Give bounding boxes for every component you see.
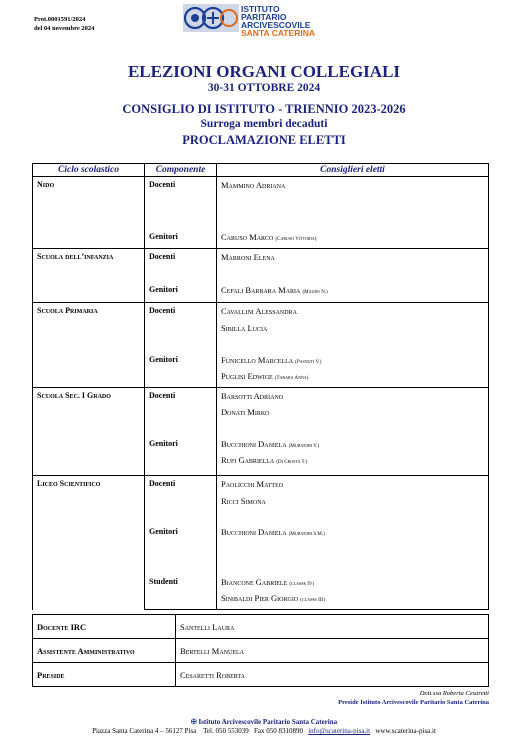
elected-cell [217, 388, 489, 437]
role-label: Docente IRC [33, 615, 176, 639]
member-name: Sinibaldi Pier Giorgio [221, 592, 299, 603]
member-entry [221, 285, 328, 295]
component-cell [145, 230, 217, 249]
footer-institute [0, 718, 528, 727]
member-note: (Tarara Anna) [274, 375, 309, 381]
component-cell [145, 388, 217, 437]
component-cell [145, 575, 217, 610]
member-note: (Di Crosta T.) [276, 459, 308, 465]
member-name: Marroni Elena [221, 252, 275, 262]
member-name: Barsotti Adriano [221, 391, 284, 401]
cycle-label: Scuola Sec. I Grado [37, 391, 111, 400]
member-entry [221, 371, 308, 381]
member-note: (Caruso Vittoria) [275, 236, 317, 242]
council-title: CONSIGLIO DI ISTITUTO - TRIENNIO 2023-2026 [122, 102, 406, 116]
cycle-label: Scuola dell’infanzia [37, 252, 114, 261]
elected-cell [217, 575, 489, 610]
member-entry [221, 527, 325, 537]
table-row [33, 303, 489, 353]
elected-cell [217, 476, 489, 525]
member-entry [221, 455, 307, 465]
member-entry [221, 355, 321, 365]
table-header-row [33, 164, 489, 177]
member-note: (Muratori S.M.) [288, 531, 325, 537]
footer-address: Piazza Santa Caterina 4 – 56127 Pisa [92, 727, 197, 735]
header-elected: Consiglieri eletti [217, 164, 489, 177]
table-row [33, 476, 489, 525]
elected-cell [217, 230, 489, 249]
role-name: Santelli Laura [176, 615, 489, 639]
member-name: Funicello Marcella [221, 354, 294, 365]
component-label: Studenti [149, 576, 178, 586]
component-cell [145, 525, 217, 575]
member-name: Caruso Marco [221, 231, 274, 242]
cycle-cell [33, 249, 145, 303]
role-label: Preside [33, 663, 176, 687]
institute-logo [183, 4, 343, 38]
table-row [33, 177, 489, 230]
table-row [33, 615, 489, 639]
document-title: ELEZIONI ORGANI COLLEGIALI [127, 62, 401, 81]
elected-cell [217, 525, 489, 575]
table-row [33, 388, 489, 437]
cycle-label: Scuola Primaria [37, 306, 98, 315]
component-label: Genitori [149, 354, 178, 364]
footer-fax: Fax 050 8310890 [253, 727, 303, 735]
component-label: Genitori [149, 526, 178, 536]
component-label: Docenti [149, 479, 176, 488]
elected-cell [217, 437, 489, 476]
elected-table [32, 163, 489, 610]
component-cell [145, 177, 217, 230]
cycle-cell [33, 303, 145, 388]
protocol-header [34, 15, 94, 33]
member-name: Mammino Adriana [221, 180, 286, 190]
logo-line4: SANTA CATERINA [241, 28, 315, 38]
header-cycle: Ciclo scolastico [33, 164, 145, 177]
member-name: Bucchioni Daniela [221, 526, 287, 537]
component-cell [145, 283, 217, 303]
elected-cell [217, 249, 489, 283]
logo-line3: ARCIVESCOVILE [241, 20, 311, 30]
cycle-cell [33, 476, 145, 610]
footer-tel: Tel. 050 553039 [203, 727, 249, 735]
footer-contacts [0, 727, 528, 736]
member-note: (classe IV) [289, 581, 315, 587]
logo-line2: PARITARIO [241, 12, 287, 22]
protocol-number: Prot.0001591/2024 [34, 16, 86, 23]
signature-block [338, 689, 489, 707]
header-component: Componente [145, 164, 217, 177]
member-name: Ricci Simona [221, 496, 266, 506]
elected-cell [217, 177, 489, 230]
other-roles-table [32, 614, 489, 687]
component-cell [145, 249, 217, 283]
member-entry [221, 577, 314, 587]
logo-text [241, 5, 315, 37]
elected-cell [217, 303, 489, 353]
protocol-date: del 04 novembre 2024 [34, 25, 95, 32]
elected-cell [217, 283, 489, 303]
table-row [33, 249, 489, 283]
role-name: Cesaretti Roberta [176, 663, 489, 687]
member-name: Paolicchi Matteo [221, 479, 284, 489]
member-name: Cavallini Alessandra [221, 306, 297, 316]
component-cell [145, 476, 217, 525]
member-name: Donati Mirko [221, 407, 270, 417]
component-cell [145, 303, 217, 353]
logo-mark-icon [183, 4, 239, 32]
component-label: Docenti [149, 391, 176, 400]
member-note: (Muratori V.) [288, 443, 320, 449]
footer-institute-name: Istituto Arcivescovile Paritario Santa Caterina [198, 718, 338, 726]
component-label: Docenti [149, 252, 176, 261]
member-name: Rufi Gabriella [221, 454, 275, 465]
elected-cell [217, 353, 489, 388]
table-row [33, 639, 489, 663]
table-row [33, 663, 489, 687]
logo-line1: ISTITUTO [241, 4, 280, 14]
component-label: Genitori [149, 231, 178, 241]
component-label: Genitori [149, 284, 178, 294]
member-entry [221, 439, 319, 449]
member-name: Bucchioni Daniela [221, 438, 287, 449]
election-dates: 30-31 OTTOBRE 2024 [207, 82, 321, 94]
signature-role: Preside Istituto Arcivescovile Paritario Santa Caterina [338, 699, 489, 706]
component-label: Docenti [149, 306, 176, 315]
member-note: (Pasnuti V.) [295, 359, 322, 365]
document-subtitle: Surroga membri decaduti [200, 118, 328, 130]
member-name: Biancone Gabriele [221, 576, 288, 587]
cycle-cell [33, 388, 145, 476]
member-name: Sibilla Lucia [221, 323, 268, 333]
component-label: Genitori [149, 438, 178, 448]
proclamation-title: PROCLAMAZIONE ELETTI [182, 133, 346, 147]
member-entry [221, 593, 325, 603]
role-name: Bertelli Manuela [176, 639, 489, 663]
member-name: Cefali Barbara Maria [221, 284, 301, 295]
component-cell [145, 437, 217, 476]
member-entry [221, 232, 316, 242]
member-name: Puglisi Edwige [221, 370, 273, 381]
footer-website[interactable]: www.scaterina-pisa.it [375, 727, 436, 735]
component-label: Docenti [149, 180, 176, 189]
member-note: (classe III) [300, 597, 325, 603]
cycle-cell [33, 177, 145, 249]
role-label: Assistente Amministrativo [33, 639, 176, 663]
component-cell [145, 353, 217, 388]
footer-logo-icon: ✠ [190, 718, 197, 726]
footer-email-link[interactable]: info@scaterina-pisa.it [308, 727, 371, 735]
signature-name: Dott.ssa Roberta Cesaretti [419, 690, 489, 697]
member-note: (Mauro N.) [302, 289, 328, 295]
cycle-label: Liceo Scientifico [37, 479, 101, 488]
cycle-label: Nido [37, 180, 55, 189]
